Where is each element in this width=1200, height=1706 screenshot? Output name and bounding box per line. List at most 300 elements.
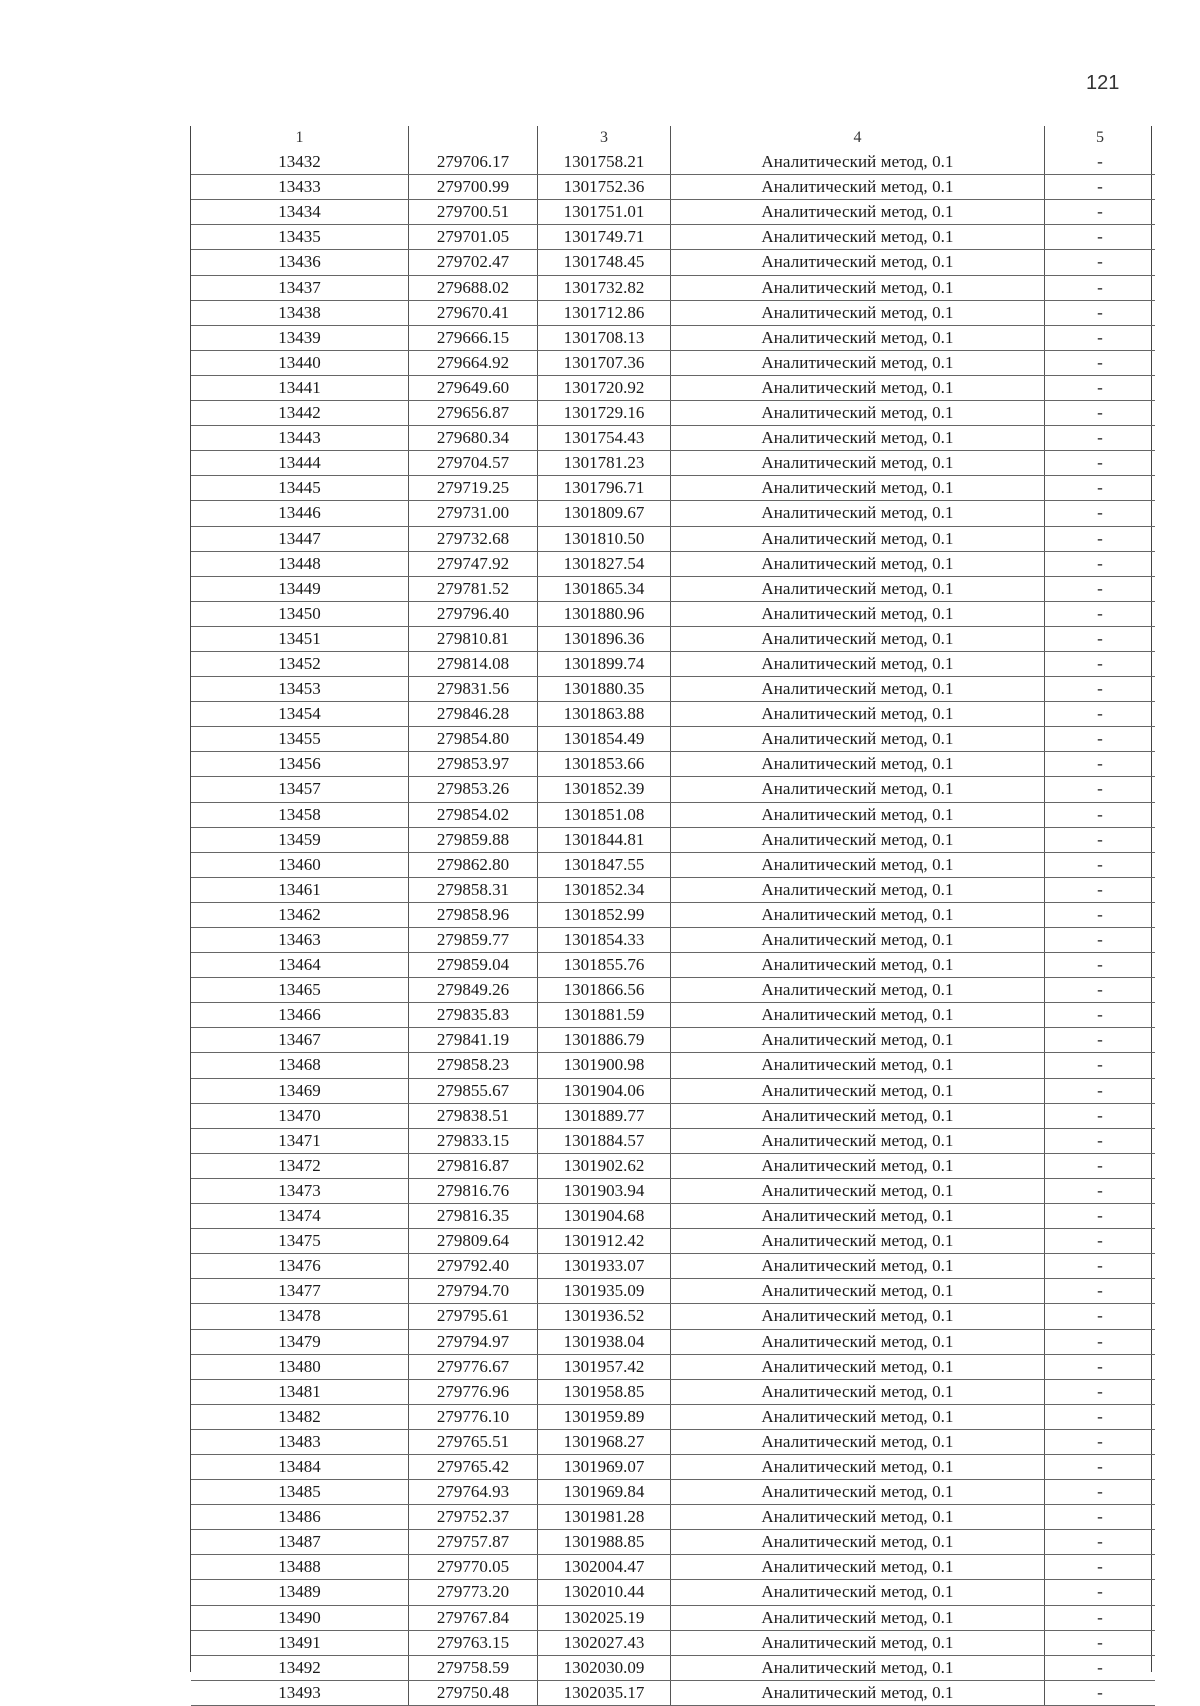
cell-method: Аналитический метод, 0.1: [671, 752, 1045, 777]
cell-x-coordinate: 279858.23: [409, 1053, 538, 1078]
cell-x-coordinate: 279781.52: [409, 576, 538, 601]
cell-method: Аналитический метод, 0.1: [671, 426, 1045, 451]
cell-note: -: [1045, 1229, 1156, 1254]
table-row: [191, 902, 1155, 927]
cell-x-coordinate: 279853.26: [409, 777, 538, 802]
coordinates-table: [191, 126, 1155, 1706]
cell-point-number: 13472: [191, 1153, 409, 1178]
table-body: [191, 150, 1155, 1705]
cell-point-number: 13458: [191, 802, 409, 827]
header-col-3: 3: [538, 126, 671, 150]
cell-y-coordinate: 1301851.08: [538, 802, 671, 827]
table-row: [191, 576, 1155, 601]
cell-note: -: [1045, 1429, 1156, 1454]
table-row: [191, 1680, 1155, 1705]
cell-x-coordinate: 279849.26: [409, 978, 538, 1003]
cell-note: -: [1045, 852, 1156, 877]
cell-method: Аналитический метод, 0.1: [671, 1630, 1045, 1655]
cell-x-coordinate: 279764.93: [409, 1480, 538, 1505]
cell-note: -: [1045, 1304, 1156, 1329]
table-row: [191, 175, 1155, 200]
cell-method: Аналитический метод, 0.1: [671, 1053, 1045, 1078]
cell-note: -: [1045, 1480, 1156, 1505]
cell-x-coordinate: 279810.81: [409, 626, 538, 651]
table-row: [191, 551, 1155, 576]
cell-x-coordinate: 279796.40: [409, 601, 538, 626]
table-row: [191, 953, 1155, 978]
cell-method: Аналитический метод, 0.1: [671, 1555, 1045, 1580]
cell-y-coordinate: 1301852.39: [538, 777, 671, 802]
cell-y-coordinate: 1301886.79: [538, 1028, 671, 1053]
cell-point-number: 13448: [191, 551, 409, 576]
cell-note: -: [1045, 1128, 1156, 1153]
table-row: [191, 1254, 1155, 1279]
cell-y-coordinate: 1301866.56: [538, 978, 671, 1003]
table-row: [191, 350, 1155, 375]
table-row: [191, 1028, 1155, 1053]
cell-point-number: 13477: [191, 1279, 409, 1304]
cell-x-coordinate: 279794.70: [409, 1279, 538, 1304]
table-row: [191, 300, 1155, 325]
coordinates-table-sheet: [190, 126, 1152, 1702]
cell-x-coordinate: 279731.00: [409, 501, 538, 526]
cell-y-coordinate: 1301958.85: [538, 1379, 671, 1404]
table-row: [191, 1204, 1155, 1229]
cell-point-number: 13493: [191, 1680, 409, 1705]
cell-y-coordinate: 1301729.16: [538, 401, 671, 426]
cell-method: Аналитический метод, 0.1: [671, 350, 1045, 375]
table-row: [191, 1505, 1155, 1530]
cell-method: Аналитический метод, 0.1: [671, 1103, 1045, 1128]
cell-y-coordinate: 1301896.36: [538, 626, 671, 651]
cell-method: Аналитический метод, 0.1: [671, 225, 1045, 250]
table-row: [191, 1429, 1155, 1454]
table-row: [191, 1605, 1155, 1630]
table-row: [191, 200, 1155, 225]
cell-note: -: [1045, 601, 1156, 626]
cell-point-number: 13433: [191, 175, 409, 200]
cell-x-coordinate: 279859.77: [409, 928, 538, 953]
cell-point-number: 13443: [191, 426, 409, 451]
cell-method: Аналитический метод, 0.1: [671, 526, 1045, 551]
cell-note: -: [1045, 1153, 1156, 1178]
cell-y-coordinate: 1301749.71: [538, 225, 671, 250]
cell-point-number: 13453: [191, 677, 409, 702]
cell-method: Аналитический метод, 0.1: [671, 978, 1045, 1003]
table-row: [191, 928, 1155, 953]
cell-note: -: [1045, 225, 1156, 250]
cell-note: -: [1045, 777, 1156, 802]
table-row: [191, 827, 1155, 852]
cell-y-coordinate: 1301988.85: [538, 1530, 671, 1555]
cell-note: -: [1045, 250, 1156, 275]
cell-point-number: 13471: [191, 1128, 409, 1153]
cell-x-coordinate: 279809.64: [409, 1229, 538, 1254]
cell-point-number: 13435: [191, 225, 409, 250]
cell-point-number: 13445: [191, 476, 409, 501]
cell-point-number: 13463: [191, 928, 409, 953]
cell-method: Аналитический метод, 0.1: [671, 1204, 1045, 1229]
table-row: [191, 1580, 1155, 1605]
table-row: [191, 375, 1155, 400]
cell-note: -: [1045, 1254, 1156, 1279]
cell-y-coordinate: 1302027.43: [538, 1630, 671, 1655]
table-row: [191, 1003, 1155, 1028]
table-row: [191, 275, 1155, 300]
cell-method: Аналитический метод, 0.1: [671, 1505, 1045, 1530]
cell-y-coordinate: 1301720.92: [538, 375, 671, 400]
cell-note: -: [1045, 651, 1156, 676]
table-row: [191, 1103, 1155, 1128]
cell-x-coordinate: 279773.20: [409, 1580, 538, 1605]
cell-point-number: 13482: [191, 1404, 409, 1429]
table-row: [191, 1229, 1155, 1254]
cell-point-number: 13440: [191, 350, 409, 375]
cell-note: -: [1045, 576, 1156, 601]
cell-note: -: [1045, 752, 1156, 777]
cell-note: -: [1045, 426, 1156, 451]
cell-x-coordinate: 279747.92: [409, 551, 538, 576]
table-row: [191, 526, 1155, 551]
cell-y-coordinate: 1301912.42: [538, 1229, 671, 1254]
cell-x-coordinate: 279853.97: [409, 752, 538, 777]
cell-method: Аналитический метод, 0.1: [671, 451, 1045, 476]
cell-note: -: [1045, 1680, 1156, 1705]
cell-y-coordinate: 1301959.89: [538, 1404, 671, 1429]
cell-note: -: [1045, 1028, 1156, 1053]
cell-method: Аналитический метод, 0.1: [671, 1329, 1045, 1354]
cell-x-coordinate: 279767.84: [409, 1605, 538, 1630]
cell-method: Аналитический метод, 0.1: [671, 501, 1045, 526]
table-row: [191, 1053, 1155, 1078]
cell-note: -: [1045, 1505, 1156, 1530]
cell-method: Аналитический метод, 0.1: [671, 1429, 1045, 1454]
cell-y-coordinate: 1302004.47: [538, 1555, 671, 1580]
cell-x-coordinate: 279765.51: [409, 1429, 538, 1454]
cell-method: Аналитический метод, 0.1: [671, 601, 1045, 626]
cell-x-coordinate: 279846.28: [409, 702, 538, 727]
cell-note: -: [1045, 1279, 1156, 1304]
cell-x-coordinate: 279732.68: [409, 526, 538, 551]
table-row: [191, 677, 1155, 702]
cell-method: Аналитический метод, 0.1: [671, 677, 1045, 702]
cell-y-coordinate: 1302035.17: [538, 1680, 671, 1705]
cell-x-coordinate: 279757.87: [409, 1530, 538, 1555]
cell-y-coordinate: 1301935.09: [538, 1279, 671, 1304]
table-row: [191, 626, 1155, 651]
cell-y-coordinate: 1301900.98: [538, 1053, 671, 1078]
cell-method: Аналитический метод, 0.1: [671, 928, 1045, 953]
cell-method: Аналитический метод, 0.1: [671, 1680, 1045, 1705]
cell-note: -: [1045, 677, 1156, 702]
cell-y-coordinate: 1301752.36: [538, 175, 671, 200]
table-row: [191, 401, 1155, 426]
cell-method: Аналитический метод, 0.1: [671, 1178, 1045, 1203]
cell-note: -: [1045, 877, 1156, 902]
cell-note: -: [1045, 1530, 1156, 1555]
page-number: 121: [1086, 72, 1120, 94]
cell-point-number: 13450: [191, 601, 409, 626]
cell-x-coordinate: 279862.80: [409, 852, 538, 877]
header-col-4: 4: [671, 126, 1045, 150]
cell-point-number: 13454: [191, 702, 409, 727]
table-row: [191, 1279, 1155, 1304]
cell-point-number: 13468: [191, 1053, 409, 1078]
cell-y-coordinate: 1301810.50: [538, 526, 671, 551]
cell-method: Аналитический метод, 0.1: [671, 250, 1045, 275]
cell-y-coordinate: 1301933.07: [538, 1254, 671, 1279]
cell-point-number: 13460: [191, 852, 409, 877]
cell-y-coordinate: 1301827.54: [538, 551, 671, 576]
cell-method: Аналитический метод, 0.1: [671, 1655, 1045, 1680]
cell-y-coordinate: 1302025.19: [538, 1605, 671, 1630]
table-row: [191, 1379, 1155, 1404]
table-row: [191, 978, 1155, 1003]
cell-y-coordinate: 1301855.76: [538, 953, 671, 978]
cell-point-number: 13476: [191, 1254, 409, 1279]
cell-y-coordinate: 1301854.33: [538, 928, 671, 953]
table-row: [191, 852, 1155, 877]
header-col-2: [409, 126, 538, 150]
cell-point-number: 13486: [191, 1505, 409, 1530]
cell-y-coordinate: 1301881.59: [538, 1003, 671, 1028]
cell-x-coordinate: 279816.35: [409, 1204, 538, 1229]
table-row: [191, 1655, 1155, 1680]
cell-x-coordinate: 279706.17: [409, 150, 538, 175]
cell-x-coordinate: 279816.76: [409, 1178, 538, 1203]
cell-x-coordinate: 279776.67: [409, 1354, 538, 1379]
cell-point-number: 13491: [191, 1630, 409, 1655]
cell-method: Аналитический метод, 0.1: [671, 300, 1045, 325]
cell-x-coordinate: 279702.47: [409, 250, 538, 275]
cell-y-coordinate: 1301968.27: [538, 1429, 671, 1454]
table-row: [191, 1178, 1155, 1203]
cell-method: Аналитический метод, 0.1: [671, 953, 1045, 978]
cell-note: -: [1045, 1053, 1156, 1078]
cell-point-number: 13439: [191, 325, 409, 350]
cell-note: -: [1045, 702, 1156, 727]
cell-note: -: [1045, 1655, 1156, 1680]
cell-y-coordinate: 1301904.68: [538, 1204, 671, 1229]
table-row: [191, 1078, 1155, 1103]
cell-x-coordinate: 279859.04: [409, 953, 538, 978]
cell-x-coordinate: 279750.48: [409, 1680, 538, 1705]
table-row: [191, 426, 1155, 451]
table-row: [191, 1354, 1155, 1379]
cell-point-number: 13444: [191, 451, 409, 476]
cell-x-coordinate: 279700.51: [409, 200, 538, 225]
cell-point-number: 13484: [191, 1454, 409, 1479]
table-row: [191, 702, 1155, 727]
cell-method: Аналитический метод, 0.1: [671, 275, 1045, 300]
table-row: [191, 1555, 1155, 1580]
cell-method: Аналитический метод, 0.1: [671, 1003, 1045, 1028]
cell-point-number: 13488: [191, 1555, 409, 1580]
cell-y-coordinate: 1301884.57: [538, 1128, 671, 1153]
cell-x-coordinate: 279854.80: [409, 727, 538, 752]
table-row: [191, 1404, 1155, 1429]
table-row: [191, 877, 1155, 902]
cell-method: Аналитический метод, 0.1: [671, 1028, 1045, 1053]
cell-point-number: 13459: [191, 827, 409, 852]
cell-note: -: [1045, 827, 1156, 852]
cell-point-number: 13473: [191, 1178, 409, 1203]
table-row: [191, 601, 1155, 626]
cell-method: Аналитический метод, 0.1: [671, 1153, 1045, 1178]
table-row: [191, 651, 1155, 676]
cell-note: -: [1045, 350, 1156, 375]
cell-y-coordinate: 1301904.06: [538, 1078, 671, 1103]
cell-method: Аналитический метод, 0.1: [671, 1354, 1045, 1379]
table-row: [191, 1329, 1155, 1354]
cell-note: -: [1045, 401, 1156, 426]
cell-method: Аналитический метод, 0.1: [671, 1580, 1045, 1605]
table-row: [191, 150, 1155, 175]
cell-method: Аналитический метод, 0.1: [671, 1404, 1045, 1429]
cell-y-coordinate: 1301853.66: [538, 752, 671, 777]
cell-y-coordinate: 1301899.74: [538, 651, 671, 676]
cell-y-coordinate: 1301708.13: [538, 325, 671, 350]
cell-method: Аналитический метод, 0.1: [671, 827, 1045, 852]
cell-y-coordinate: 1301902.62: [538, 1153, 671, 1178]
cell-point-number: 13457: [191, 777, 409, 802]
cell-method: Аналитический метод, 0.1: [671, 325, 1045, 350]
cell-point-number: 13464: [191, 953, 409, 978]
cell-point-number: 13483: [191, 1429, 409, 1454]
cell-method: Аналитический метод, 0.1: [671, 1078, 1045, 1103]
cell-method: Аналитический метод, 0.1: [671, 651, 1045, 676]
cell-point-number: 13452: [191, 651, 409, 676]
cell-x-coordinate: 279680.34: [409, 426, 538, 451]
cell-y-coordinate: 1301852.99: [538, 902, 671, 927]
cell-point-number: 13461: [191, 877, 409, 902]
cell-x-coordinate: 279758.59: [409, 1655, 538, 1680]
cell-note: -: [1045, 526, 1156, 551]
cell-method: Аналитический метод, 0.1: [671, 1128, 1045, 1153]
cell-note: -: [1045, 1454, 1156, 1479]
cell-point-number: 13470: [191, 1103, 409, 1128]
table-row: [191, 1454, 1155, 1479]
cell-point-number: 13485: [191, 1480, 409, 1505]
cell-note: -: [1045, 1078, 1156, 1103]
table-row: [191, 1304, 1155, 1329]
cell-method: Аналитический метод, 0.1: [671, 1254, 1045, 1279]
cell-y-coordinate: 1301981.28: [538, 1505, 671, 1530]
header-col-5: 5: [1045, 126, 1156, 150]
cell-method: Аналитический метод, 0.1: [671, 1304, 1045, 1329]
cell-method: Аналитический метод, 0.1: [671, 852, 1045, 877]
table-row: [191, 1630, 1155, 1655]
cell-note: -: [1045, 1354, 1156, 1379]
cell-point-number: 13455: [191, 727, 409, 752]
cell-y-coordinate: 1301844.81: [538, 827, 671, 852]
cell-x-coordinate: 279831.56: [409, 677, 538, 702]
cell-point-number: 13479: [191, 1329, 409, 1354]
cell-point-number: 13437: [191, 275, 409, 300]
cell-method: Аналитический метод, 0.1: [671, 401, 1045, 426]
cell-point-number: 13478: [191, 1304, 409, 1329]
cell-x-coordinate: 279770.05: [409, 1555, 538, 1580]
cell-y-coordinate: 1301969.07: [538, 1454, 671, 1479]
table-row: [191, 325, 1155, 350]
cell-point-number: 13474: [191, 1204, 409, 1229]
cell-x-coordinate: 279763.15: [409, 1630, 538, 1655]
cell-x-coordinate: 279854.02: [409, 802, 538, 827]
cell-y-coordinate: 1301781.23: [538, 451, 671, 476]
cell-note: -: [1045, 375, 1156, 400]
cell-note: -: [1045, 1630, 1156, 1655]
cell-note: -: [1045, 953, 1156, 978]
cell-y-coordinate: 1302030.09: [538, 1655, 671, 1680]
cell-method: Аналитический метод, 0.1: [671, 877, 1045, 902]
table-row: [191, 727, 1155, 752]
cell-x-coordinate: 279765.42: [409, 1454, 538, 1479]
cell-point-number: 13434: [191, 200, 409, 225]
cell-x-coordinate: 279794.97: [409, 1329, 538, 1354]
cell-y-coordinate: 1301880.35: [538, 677, 671, 702]
cell-note: -: [1045, 275, 1156, 300]
cell-method: Аналитический метод, 0.1: [671, 626, 1045, 651]
cell-point-number: 13438: [191, 300, 409, 325]
cell-y-coordinate: 1301889.77: [538, 1103, 671, 1128]
cell-x-coordinate: 279776.96: [409, 1379, 538, 1404]
cell-note: -: [1045, 1329, 1156, 1354]
cell-y-coordinate: 1301854.49: [538, 727, 671, 752]
cell-method: Аналитический метод, 0.1: [671, 576, 1045, 601]
cell-method: Аналитический метод, 0.1: [671, 1480, 1045, 1505]
cell-y-coordinate: 1301758.21: [538, 150, 671, 175]
cell-point-number: 13442: [191, 401, 409, 426]
cell-note: -: [1045, 1379, 1156, 1404]
cell-method: Аналитический метод, 0.1: [671, 551, 1045, 576]
cell-x-coordinate: 279664.92: [409, 350, 538, 375]
cell-method: Аналитический метод, 0.1: [671, 1229, 1045, 1254]
cell-x-coordinate: 279688.02: [409, 275, 538, 300]
cell-point-number: 13466: [191, 1003, 409, 1028]
cell-x-coordinate: 279656.87: [409, 401, 538, 426]
cell-x-coordinate: 279704.57: [409, 451, 538, 476]
cell-y-coordinate: 1301809.67: [538, 501, 671, 526]
cell-y-coordinate: 1301754.43: [538, 426, 671, 451]
cell-note: -: [1045, 175, 1156, 200]
cell-x-coordinate: 279670.41: [409, 300, 538, 325]
cell-y-coordinate: 1301865.34: [538, 576, 671, 601]
table-row: [191, 501, 1155, 526]
cell-method: Аналитический метод, 0.1: [671, 375, 1045, 400]
cell-y-coordinate: 1301938.04: [538, 1329, 671, 1354]
cell-note: -: [1045, 476, 1156, 501]
cell-y-coordinate: 1301796.71: [538, 476, 671, 501]
cell-note: -: [1045, 451, 1156, 476]
cell-x-coordinate: 279776.10: [409, 1404, 538, 1429]
cell-y-coordinate: 1301707.36: [538, 350, 671, 375]
cell-x-coordinate: 279858.31: [409, 877, 538, 902]
cell-y-coordinate: 1301957.42: [538, 1354, 671, 1379]
cell-method: Аналитический метод, 0.1: [671, 1530, 1045, 1555]
cell-point-number: 13451: [191, 626, 409, 651]
cell-method: Аналитический метод, 0.1: [671, 476, 1045, 501]
cell-x-coordinate: 279752.37: [409, 1505, 538, 1530]
cell-y-coordinate: 1301847.55: [538, 852, 671, 877]
cell-method: Аналитический метод, 0.1: [671, 1454, 1045, 1479]
table-row: [191, 777, 1155, 802]
cell-point-number: 13475: [191, 1229, 409, 1254]
table-row: [191, 802, 1155, 827]
cell-note: -: [1045, 200, 1156, 225]
cell-method: Аналитический метод, 0.1: [671, 150, 1045, 175]
cell-y-coordinate: 1301751.01: [538, 200, 671, 225]
table-row: [191, 476, 1155, 501]
